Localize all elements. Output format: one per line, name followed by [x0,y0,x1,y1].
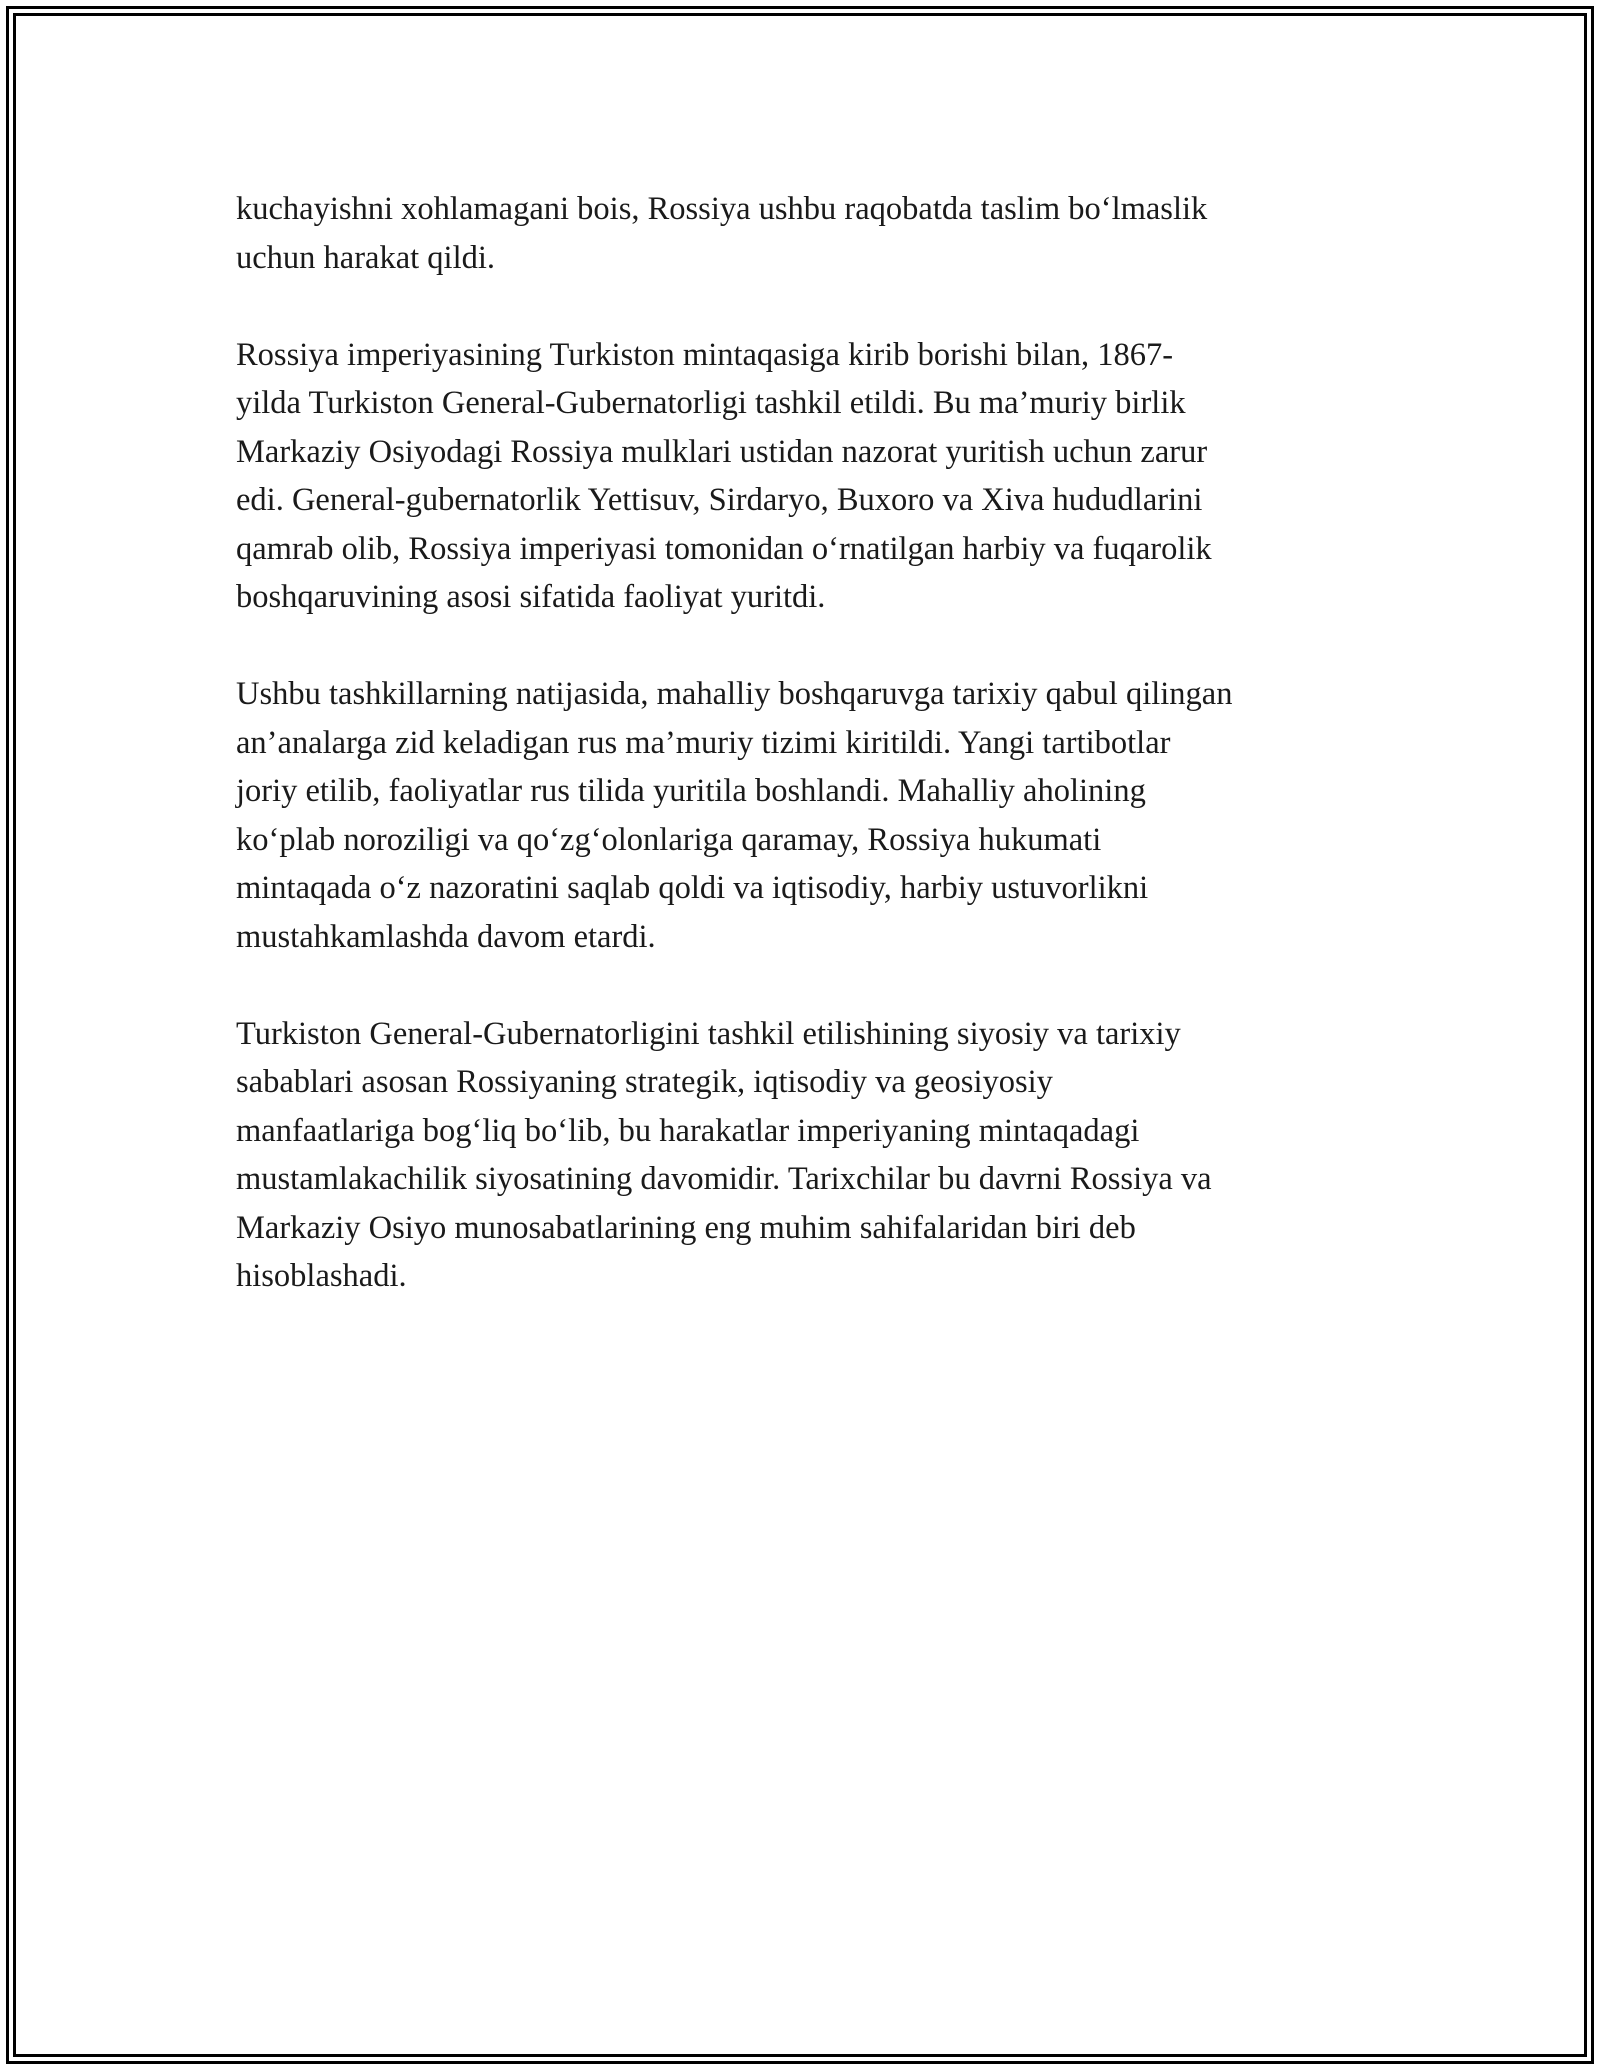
paragraph-3: Ushbu tashkillarning natijasida, mahalliy boshqaruvga tarixiy qabul qilingan an’analarga zid keladigan rus ma’muriy tizimi kiritildi. Yangi tartibotlar joriy etilib, faoliyatlar rus tilida yuritila boshlandi. Mahalliy aholining ko‘plab noroziligi va qo‘zg‘olonlariga qaramay, Rossiya hukumati mintaqada o‘z nazoratini saqlab qoldi va iqtisodiy, harbiy ustuvorlikni mustahkamlashda davom etardi. [236,676,1233,955]
document-body [236,185,1366,1349]
paragraph-4: Turkiston General-Gubernatorligini tashkil etilishining siyosiy va tarixiy sabablari asosan Rossiyaning strategik, iqtisodiy va geosiyosiy manfaatlariga bog‘liq bo‘lib, bu harakatlar imperiyaning mintaqadagi mustamlakachilik siyosatining davomidir. Tarixchilar bu davrni Rossiya va Markaziy Osiyo munosabatlarining eng muhim sahifalaridan biri deb hisoblashadi. [236,1015,1212,1294]
paragraph-1: kuchayishni xohlamagani bois, Rossiya ushbu raqobatda taslim bo‘lmaslik uchun harakat qildi. [236,191,1208,276]
paragraph-2: Rossiya imperiyasining Turkiston mintaqasiga kirib borishi bilan, 1867- yilda Turkiston General-Gubernatorligi tashkil etildi. Bu ma’muriy birlik Markaziy Osiyodagi Rossiya mulklari ustidan nazorat yuritish uchun zarur edi. General-gubernatorlik Yettisuv, Sirdaryo, Buxoro va Xiva hududlarini qamrab olib, Rossiya imperiyasi tomonidan o‘rnatilgan harbiy va fuqarolik boshqaruvining asosi sifatida faoliyat yuritdi. [236,336,1212,615]
